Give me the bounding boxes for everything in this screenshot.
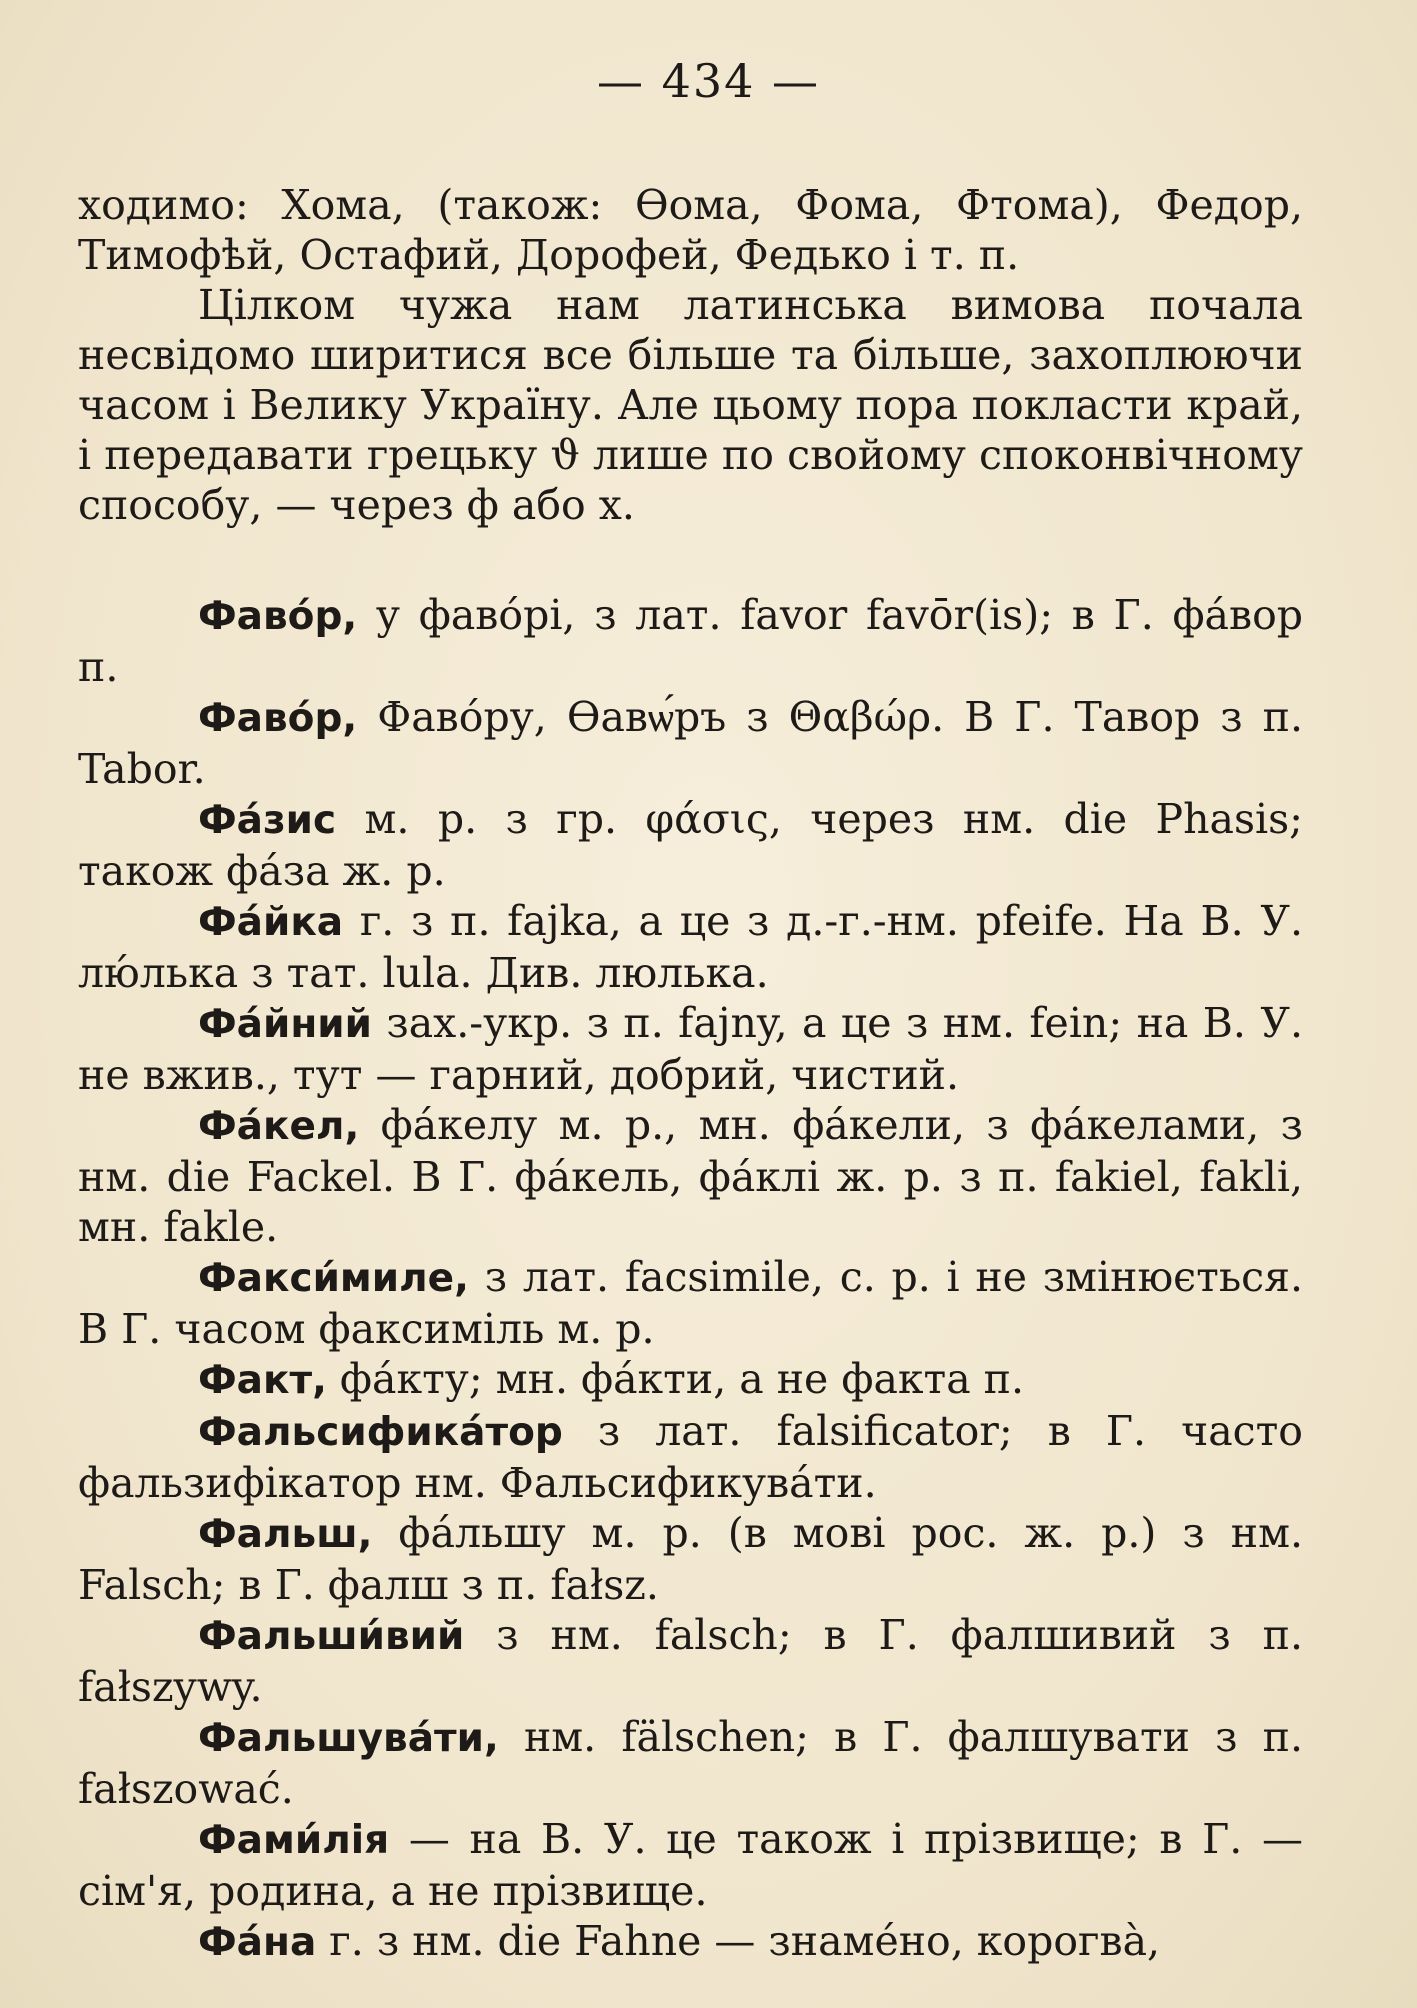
entry-fazys: [78, 794, 1303, 896]
entry-text: з нм. falsch; в Г. фалшивий з п. fałszywy.: [78, 1611, 1303, 1711]
intro-paragraph-1: ходимо: Хома, (також: Өома, Фома, Фтома), Федор, Тимофѣй, Остафий, Дорофей, Федько і т. п.: [78, 181, 1303, 279]
entry-fana: [78, 1916, 1303, 1968]
entry-favor-1: [78, 590, 1303, 692]
headword: Фальши́вий: [198, 1614, 465, 1659]
headword: Фáйний: [198, 1002, 372, 1047]
entry-faksymile: [78, 1252, 1303, 1354]
entry-familija: [78, 1814, 1303, 1916]
entry-text: фáльшу м. р. (в мові рос. ж. р.) з нм. Falsch; в Г. фалш з п. fałsz.: [78, 1509, 1303, 1609]
entry-falsyfikator: [78, 1406, 1303, 1508]
entry-fakel: [78, 1100, 1303, 1252]
page-text: [78, 180, 1303, 1968]
intro-paragraph-2: Цілком чужа нам латинська вимова почала несвідомо ширитися все більше та більше, захоплюючи часом і Велику Україну. Але цьому пора покласти край, і передавати грецьку ϑ лише по свойому споконвічному способу, — через ф або х.: [78, 281, 1303, 529]
entry-falsh: [78, 1508, 1303, 1610]
section-gap: [78, 530, 1303, 590]
headword: Факт,: [198, 1358, 327, 1403]
entry-text: м. р. з гр. φάσις, через нм. die Phasis; також фáза ж. р.: [78, 795, 1303, 895]
headword: Факси́миле,: [198, 1256, 469, 1301]
entry-text: — на В. У. це також і прізвище; в Г. — сім'я, родина, а не прізвище.: [78, 1815, 1303, 1915]
entry-text: г. з п. fajka, а це з д.-г.-нм. pfeife. На В. У. лю́лька з тат. lula. Див. люлька.: [78, 897, 1303, 997]
entry-text: зах.-укр. з п. fajny, а це з нм. fein; на В. У. не вжив., тут — гарний, добрий, чистий.: [78, 999, 1303, 1099]
entry-text: фáкту; мн. фáкти, а не факта п.: [326, 1355, 1025, 1403]
entry-text: з лат. falsificator; в Г. часто фальзифікатор нм. Фальсификувáти.: [78, 1407, 1303, 1507]
headword: Фавóр,: [198, 594, 358, 639]
headword: Фами́лія: [198, 1818, 390, 1863]
headword: Фальсификáтор: [198, 1410, 563, 1455]
headword: Фáна: [198, 1920, 317, 1965]
entry-fajnyj: [78, 998, 1303, 1100]
entry-text: фáкелу м. р., мн. фáкели, з фáкелами, з нм. die Fackel. В Г. фáкель, фáклі ж. р. з п. fakiel, fakli, мн. fakle.: [78, 1101, 1303, 1251]
entry-text: з лат. facsimile, с. р. і не змінюється. В Г. часом факсиміль м. р.: [78, 1253, 1303, 1353]
entry-text: г. з нм. die Fahne — знамéно, корогвà,: [316, 1917, 1161, 1965]
entry-favor-2: [78, 692, 1303, 794]
page-number: — 434 —: [596, 54, 821, 108]
entry-text: нм. fälschen; в Г. фалшувати з п. fałszować.: [78, 1713, 1303, 1813]
headword: Фáкел,: [198, 1104, 360, 1149]
headword: Фавóр,: [198, 696, 358, 741]
entry-fajka: [78, 896, 1303, 998]
headword: Фальшувáти,: [198, 1716, 499, 1761]
headword: Фáзис: [198, 798, 337, 843]
entry-text: у фавóрі, з лат. favor favōr(is); в Г. фáвор п.: [78, 591, 1303, 691]
entry-falshyvyj: [78, 1610, 1303, 1712]
headword: Фáйка: [198, 900, 344, 945]
entry-falshuvaty: [78, 1712, 1303, 1814]
entry-fakt: [78, 1354, 1303, 1406]
entry-text: Фавóру, Өавѡ́ръ з Θαβώρ. В Г. Тавор з п. Tabor.: [78, 693, 1303, 793]
headword: Фальш,: [198, 1512, 373, 1557]
